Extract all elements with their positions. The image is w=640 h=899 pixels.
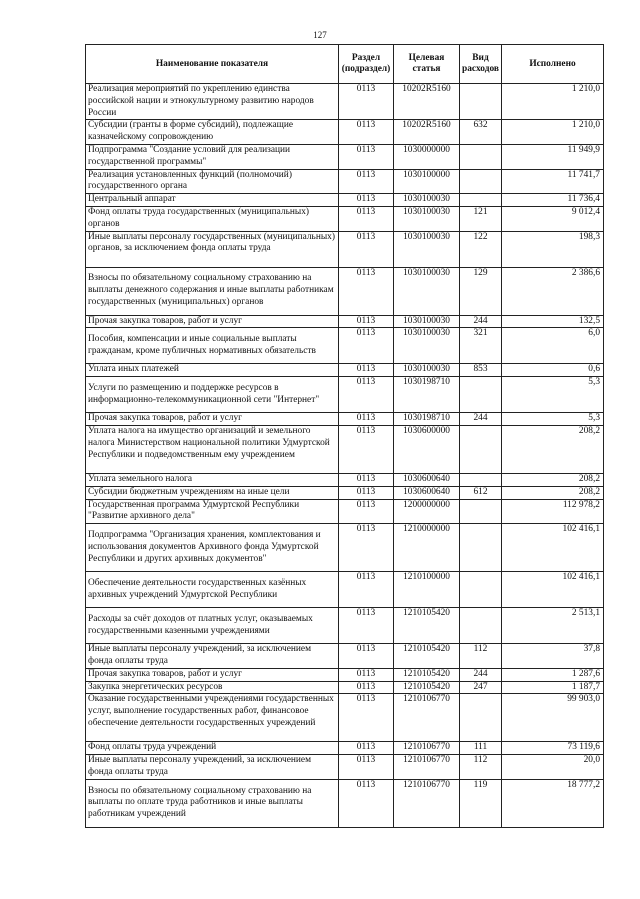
row-name: Уплата иных платежей — [86, 364, 339, 377]
row-section: 0113 — [339, 499, 394, 524]
row-executed: 11 741,7 — [502, 169, 604, 194]
table-row — [86, 315, 604, 328]
row-executed: 5,3 — [502, 377, 604, 413]
row-name: Центральный аппарат — [86, 194, 339, 207]
row-type: 244 — [460, 315, 502, 328]
row-executed: 99 903,0 — [502, 694, 604, 742]
table-header-row — [86, 45, 604, 84]
row-name: Подпрограмма "Организация хранения, комплектования и использования документов Архивного фонда Удмуртской Республики и других архивных документов" — [86, 524, 339, 572]
row-target: 1210105420 — [394, 668, 460, 681]
row-section: 0113 — [339, 267, 394, 315]
row-target: 1030100000 — [394, 169, 460, 194]
header-target: Целевая статья — [394, 45, 460, 84]
row-section: 0113 — [339, 681, 394, 694]
table-row — [86, 120, 604, 145]
row-target: 1030600000 — [394, 425, 460, 473]
row-type: 244 — [460, 668, 502, 681]
row-name: Субсидии (гранты в форме субсидий), подлежащие казначейскому сопровождению — [86, 120, 339, 145]
row-name: Оказание государственными учреждениями государственных услуг, выполнение государственных работ, финансовое обеспечение деятельности государственных учреждений — [86, 694, 339, 742]
row-section: 0113 — [339, 608, 394, 644]
header-section: Раздел (подраздел) — [339, 45, 394, 84]
row-target: 1210106770 — [394, 694, 460, 742]
row-section: 0113 — [339, 572, 394, 608]
row-target: 1030100030 — [394, 231, 460, 267]
row-target: 1030600640 — [394, 486, 460, 499]
row-executed: 132,5 — [502, 315, 604, 328]
row-section: 0113 — [339, 364, 394, 377]
row-type: 853 — [460, 364, 502, 377]
row-section: 0113 — [339, 120, 394, 145]
row-section: 0113 — [339, 231, 394, 267]
table-row — [86, 425, 604, 473]
row-type — [460, 499, 502, 524]
row-target: 1210106770 — [394, 755, 460, 780]
row-type: 632 — [460, 120, 502, 145]
row-type: 244 — [460, 413, 502, 426]
row-name: Взносы по обязательному социальному страхованию на выплаты по оплате труда работников и иные выплаты работникам учреждений — [86, 779, 339, 827]
table-row — [86, 608, 604, 644]
row-name: Реализация установленных функций (полномочий) государственного органа — [86, 169, 339, 194]
row-section: 0113 — [339, 328, 394, 364]
row-name: Прочая закупка товаров, работ и услуг — [86, 315, 339, 328]
row-target: 1030600640 — [394, 473, 460, 486]
row-type — [460, 169, 502, 194]
row-type — [460, 473, 502, 486]
row-target: 10202R5160 — [394, 84, 460, 120]
row-executed: 102 416,1 — [502, 524, 604, 572]
row-type: 129 — [460, 267, 502, 315]
row-section: 0113 — [339, 644, 394, 669]
row-executed: 112 978,2 — [502, 499, 604, 524]
table-row — [86, 742, 604, 755]
row-section: 0113 — [339, 524, 394, 572]
row-executed: 208,2 — [502, 425, 604, 473]
row-name: Субсидии бюджетным учреждениям на иные цели — [86, 486, 339, 499]
row-target: 1030100030 — [394, 364, 460, 377]
row-type: 122 — [460, 231, 502, 267]
row-name: Расходы за счёт доходов от платных услуг, оказываемых государственными казенными учреждениями — [86, 608, 339, 644]
table-row — [86, 499, 604, 524]
row-section: 0113 — [339, 413, 394, 426]
row-section: 0113 — [339, 194, 394, 207]
row-type: 612 — [460, 486, 502, 499]
row-type: 321 — [460, 328, 502, 364]
row-section: 0113 — [339, 694, 394, 742]
row-type — [460, 377, 502, 413]
table-row — [86, 84, 604, 120]
table-row — [86, 328, 604, 364]
row-type — [460, 84, 502, 120]
row-section: 0113 — [339, 668, 394, 681]
row-target: 1210106770 — [394, 742, 460, 755]
row-section: 0113 — [339, 425, 394, 473]
row-executed: 11 736,4 — [502, 194, 604, 207]
table-row — [86, 694, 604, 742]
row-executed: 6,0 — [502, 328, 604, 364]
table-row — [86, 231, 604, 267]
row-target: 1030100030 — [394, 194, 460, 207]
table-row — [86, 681, 604, 694]
row-type: 119 — [460, 779, 502, 827]
table-row — [86, 364, 604, 377]
row-name: Иные выплаты персоналу учреждений, за исключением фонда оплаты труда — [86, 755, 339, 780]
row-section: 0113 — [339, 206, 394, 231]
row-type: 111 — [460, 742, 502, 755]
row-target: 1030198710 — [394, 377, 460, 413]
row-name: Подпрограмма "Создание условий для реализации государственной программы" — [86, 144, 339, 169]
row-type — [460, 608, 502, 644]
row-name: Обеспечение деятельности государственных казённых архивных учреждений Удмуртской Республики — [86, 572, 339, 608]
row-executed: 0,6 — [502, 364, 604, 377]
row-type: 112 — [460, 644, 502, 669]
table-row — [86, 473, 604, 486]
row-section: 0113 — [339, 144, 394, 169]
row-name: Пособия, компенсации и иные социальные выплаты гражданам, кроме публичных нормативных обязательств — [86, 328, 339, 364]
row-name: Реализация мероприятий по укреплению единства российской нации и этнокультурному развитию народов России — [86, 84, 339, 120]
row-section: 0113 — [339, 742, 394, 755]
table-row — [86, 486, 604, 499]
row-name: Уплата налога на имущество организаций и земельного налога Министерством национальной политики Удмуртской Республики и подведомственным ему учреждением — [86, 425, 339, 473]
table-row — [86, 572, 604, 608]
table-row — [86, 413, 604, 426]
row-name: Фонд оплаты труда учреждений — [86, 742, 339, 755]
row-executed: 5,3 — [502, 413, 604, 426]
row-target: 1210000000 — [394, 524, 460, 572]
row-target: 1030198710 — [394, 413, 460, 426]
row-executed: 20,0 — [502, 755, 604, 780]
row-executed: 1 210,0 — [502, 120, 604, 145]
row-executed: 1 287,6 — [502, 668, 604, 681]
row-executed: 37,8 — [502, 644, 604, 669]
row-type: 112 — [460, 755, 502, 780]
table-row — [86, 169, 604, 194]
row-executed: 9 012,4 — [502, 206, 604, 231]
row-target: 1030100030 — [394, 315, 460, 328]
row-target: 1200000000 — [394, 499, 460, 524]
table-row — [86, 267, 604, 315]
row-type — [460, 194, 502, 207]
row-section: 0113 — [339, 779, 394, 827]
row-name: Иные выплаты персоналу учреждений, за исключением фонда оплаты труда — [86, 644, 339, 669]
row-name: Фонд оплаты труда государственных (муниципальных) органов — [86, 206, 339, 231]
row-section: 0113 — [339, 315, 394, 328]
row-executed: 198,3 — [502, 231, 604, 267]
row-type: 247 — [460, 681, 502, 694]
row-target: 10202R5160 — [394, 120, 460, 145]
row-target: 1210106770 — [394, 779, 460, 827]
row-name: Услуги по размещению и поддержке ресурсов в информационно-телекоммуникационной сети "Интернет" — [86, 377, 339, 413]
row-type — [460, 425, 502, 473]
row-name: Закупка энергетических ресурсов — [86, 681, 339, 694]
row-target: 1210105420 — [394, 644, 460, 669]
row-type — [460, 694, 502, 742]
row-section: 0113 — [339, 473, 394, 486]
row-name: Взносы по обязательному социальному страхованию на выплаты денежного содержания и иные выплаты работникам государственных (муниципальных) органов — [86, 267, 339, 315]
row-target: 1030100030 — [394, 267, 460, 315]
row-name: Государственная программа Удмуртской Республики "Развитие архивного дела" — [86, 499, 339, 524]
row-executed: 2 386,6 — [502, 267, 604, 315]
row-target: 1210105420 — [394, 608, 460, 644]
row-section: 0113 — [339, 755, 394, 780]
row-type — [460, 524, 502, 572]
row-name: Прочая закупка товаров, работ и услуг — [86, 413, 339, 426]
row-section: 0113 — [339, 84, 394, 120]
row-name: Уплата земельного налога — [86, 473, 339, 486]
page-number: 127 — [313, 30, 327, 40]
header-executed: Исполнено — [502, 45, 604, 84]
row-executed: 1 187,7 — [502, 681, 604, 694]
table-row — [86, 206, 604, 231]
table-row — [86, 524, 604, 572]
row-executed: 2 513,1 — [502, 608, 604, 644]
row-executed: 102 416,1 — [502, 572, 604, 608]
table-row — [86, 755, 604, 780]
row-target: 1030100030 — [394, 206, 460, 231]
row-executed: 208,2 — [502, 486, 604, 499]
header-name: Наименование показателя — [86, 45, 339, 84]
row-section: 0113 — [339, 377, 394, 413]
table-row — [86, 644, 604, 669]
table-row — [86, 144, 604, 169]
table-row — [86, 779, 604, 827]
table-row — [86, 194, 604, 207]
expenditure-table — [85, 44, 604, 828]
row-type — [460, 144, 502, 169]
table-row — [86, 668, 604, 681]
row-executed: 18 777,2 — [502, 779, 604, 827]
header-type: Вид расходов — [460, 45, 502, 84]
row-executed: 208,2 — [502, 473, 604, 486]
row-target: 1030000000 — [394, 144, 460, 169]
row-executed: 73 119,6 — [502, 742, 604, 755]
row-type: 121 — [460, 206, 502, 231]
row-type — [460, 572, 502, 608]
row-executed: 1 210,0 — [502, 84, 604, 120]
row-executed: 11 949,9 — [502, 144, 604, 169]
row-section: 0113 — [339, 486, 394, 499]
row-name: Иные выплаты персоналу государственных (муниципальных) органов, за исключением фонда оплаты труда — [86, 231, 339, 267]
row-target: 1210105420 — [394, 681, 460, 694]
row-target: 1210100000 — [394, 572, 460, 608]
table-row — [86, 377, 604, 413]
row-target: 1030100030 — [394, 328, 460, 364]
row-section: 0113 — [339, 169, 394, 194]
row-name: Прочая закупка товаров, работ и услуг — [86, 668, 339, 681]
